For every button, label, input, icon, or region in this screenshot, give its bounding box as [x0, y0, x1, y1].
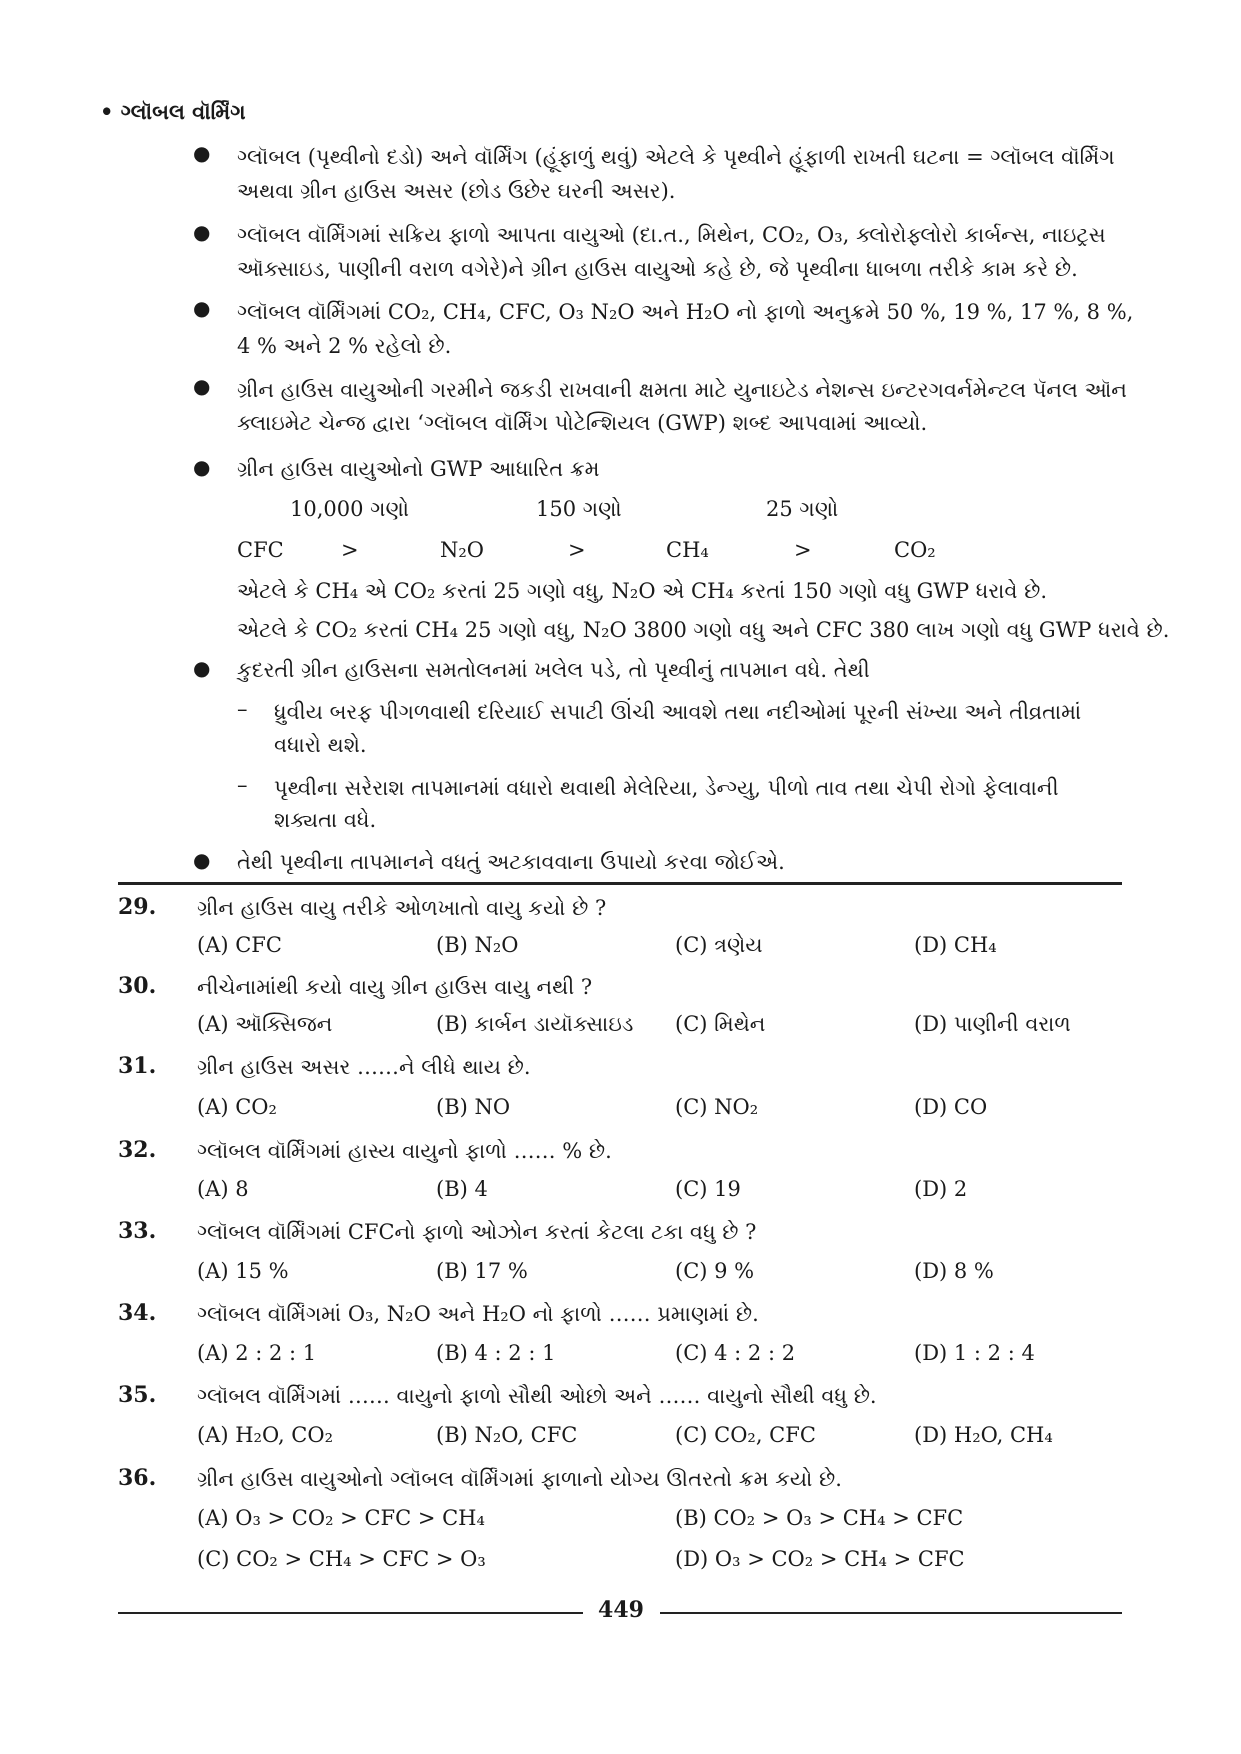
gwp-multiplier: 10,000 ગણો	[290, 497, 410, 521]
option-d: (D) પાણીની વરાળ	[914, 1012, 1071, 1036]
gwp-symbol: >	[794, 538, 812, 562]
gwp-symbol: >	[341, 538, 359, 562]
question-number: 31.	[118, 1053, 157, 1079]
option-d: (D) CO	[914, 1095, 988, 1119]
bullet-7-line-1: તેથી પૃથ્વીના તાપમાનને વધતું અટકાવવાના ઉપાયો કરવા જોઈએ.	[237, 850, 785, 874]
option-c: (C) 9 %	[675, 1259, 755, 1283]
page-number: 449	[598, 1597, 644, 1623]
question-number: 36.	[118, 1465, 157, 1491]
question-text: ગ્લૉબલ વૉર્મિંગમાં …… વાયુનો ફાળો સૌથી ઓછો અને …… વાયુનો સૌથી વધુ છે.	[197, 1384, 877, 1408]
question-text: ગ્રીન હાઉસ અસર ……ને લીધે થાય છે.	[197, 1055, 531, 1079]
gwp-multiplier: 150 ગણો	[536, 497, 622, 521]
option-d: (D) H₂O, CH₄	[914, 1423, 1053, 1447]
bullet-4-line-1: ગ્રીન હાઉસ વાયુઓની ગરમીને જકડી રાખવાની ક્ષમતા માટે યુનાઇટેડ નેશન્સ ઇન્ટરગવર્નમેન્ટલ પૅનલ ઑન	[237, 378, 1127, 402]
bullet-dot: ●	[193, 141, 211, 165]
option-b: (B) CO₂ > O₃ > CH₄ > CFC	[675, 1506, 964, 1530]
question-number: 34.	[118, 1300, 157, 1326]
dash-2-line-1: પૃથ્વીના સરેરાશ તાપમાનમાં વધારો થવાથી મેલેરિયા, ડેન્ગ્યુ, પીળો તાવ તથા ચેપી રોગો ફેલાવાની	[274, 776, 1059, 800]
gwp-explanation-1: એટલે કે CH₄ એ CO₂ કરતાં 25 ગણો વધુ, N₂O એ CH₄ કરતાં 150 ગણો વધુ GWP ધરાવે છે.	[237, 579, 1048, 603]
section-heading: • ગ્લૉબલ વૉર્મિંગ	[100, 99, 246, 124]
bullet-dot: ●	[193, 455, 211, 479]
question-number: 29.	[118, 894, 157, 920]
option-d: (D) 1 : 2 : 4	[914, 1341, 1035, 1365]
option-d: (D) 8 %	[914, 1259, 994, 1283]
option-a: (A) O₃ > CO₂ > CFC > CH₄	[197, 1506, 485, 1530]
bullet-dot: ●	[193, 656, 211, 680]
bullet-dot: ●	[193, 220, 211, 244]
option-d: (D) O₃ > CO₂ > CH₄ > CFC	[675, 1547, 965, 1571]
dash-1-line-1: ધ્રુવીય બરફ પીગળવાથી દરિયાઈ સપાટી ઊંચી આવશે તથા નદીઓમાં પૂરની સંખ્યા અને તીવ્રતામાં	[274, 700, 1082, 724]
option-a: (A) CO₂	[197, 1095, 277, 1119]
option-a: (A) 8	[197, 1177, 249, 1201]
gwp-gas: N₂O	[440, 538, 485, 562]
option-b: (B) 4 : 2 : 1	[436, 1341, 556, 1365]
option-a: (A) H₂O, CO₂	[197, 1423, 333, 1447]
option-c: (C) મિથેન	[675, 1012, 766, 1036]
option-a: (A) CFC	[197, 933, 282, 957]
option-b: (B) કાર્બન ડાયૉક્સાઇડ	[436, 1012, 634, 1036]
dash-2-line-2: શક્યતા વધે.	[274, 808, 377, 832]
bullet-4-line-2: ક્લાઇમેટ ચેન્જ દ્વારા ‘ગ્લૉબલ વૉર્મિંગ પોટેન્શિયલ (GWP) શબ્દ આપવામાં આવ્યો.	[237, 411, 928, 435]
option-b: (B) N₂O	[436, 933, 519, 957]
option-b: (B) 4	[436, 1177, 488, 1201]
option-b: (B) N₂O, CFC	[436, 1423, 578, 1447]
gwp-gas: CFC	[237, 538, 284, 562]
question-number: 32.	[118, 1137, 157, 1163]
option-a: (A) 2 : 2 : 1	[197, 1341, 317, 1365]
option-c: (C) CO₂, CFC	[675, 1423, 816, 1447]
footer-rule-left	[118, 1612, 583, 1614]
bullet-2-line-1: ગ્લૉબલ વૉર્મિંગમાં સક્રિય ફાળો આપતા વાયુઓ (દા.ત., મિથેન, CO₂, O₃, ક્લોરોફ્લોરો કાર્બન્સ, નાઇટ્રસ	[237, 223, 1106, 247]
option-b: (B) NO	[436, 1095, 511, 1119]
question-text: ગ્રીન હાઉસ વાયુઓનો ગ્લૉબલ વૉર્મિંગમાં ફાળાનો યોગ્ય ઊતરતો ક્રમ કયો છે.	[197, 1467, 842, 1491]
option-c: (C) NO₂	[675, 1095, 759, 1119]
question-text: નીચેનામાંથી કયો વાયુ ગ્રીન હાઉસ વાયુ નથી ?	[197, 975, 593, 999]
gwp-multiplier: 25 ગણો	[766, 497, 839, 521]
question-text: ગ્લૉબલ વૉર્મિંગમાં CFCનો ફાળો ઓઝોન કરતાં કેટલા ટકા વધુ છે ?	[197, 1220, 757, 1244]
question-number: 33.	[118, 1218, 157, 1244]
bullet-dot: ●	[193, 374, 211, 398]
bullet-3-line-2: 4 % અને 2 % રહેલો છે.	[237, 334, 452, 358]
gwp-gas: CO₂	[894, 538, 936, 562]
bullet-6-line-1: કુદરતી ગ્રીન હાઉસના સમતોલનમાં ખલેલ પડે, તો પૃથ્વીનું તાપમાન વધે. તેથી	[237, 658, 870, 682]
bullet-1-line-2: અથવા ગ્રીન હાઉસ અસર (છોડ ઉછેર ઘરની અસર).	[237, 179, 676, 203]
option-d: (D) 2	[914, 1177, 968, 1201]
bullet-5-line-1: ગ્રીન હાઉસ વાયુઓનો GWP આધારિત ક્રમ	[237, 457, 600, 481]
section-divider	[118, 882, 1122, 885]
bullet-3-line-1: ગ્લૉબલ વૉર્મિંગમાં CO₂, CH₄, CFC, O₃ N₂O અને H₂O નો ફાળો અનુક્રમે 50 %, 19 %, 17 %, 8 %,	[237, 300, 1134, 324]
option-a: (A) ઑક્સિજન	[197, 1012, 333, 1036]
footer-rule-right	[660, 1612, 1122, 1614]
gwp-gas: CH₄	[666, 538, 709, 562]
question-text: ગ્રીન હાઉસ વાયુ તરીકે ઓળખાતો વાયુ કયો છે ?	[197, 896, 607, 920]
question-text: ગ્લૉબલ વૉર્મિંગમાં O₃, N₂O અને H₂O નો ફાળો …… પ્રમાણમાં છે.	[197, 1302, 759, 1326]
option-a: (A) 15 %	[197, 1259, 289, 1283]
option-c: (C) CO₂ > CH₄ > CFC > O₃	[197, 1547, 486, 1571]
bullet-2-line-2: ઑક્સાઇડ, પાણીની વરાળ વગેરે)ને ગ્રીન હાઉસ વાયુઓ કહે છે, જે પૃથ્વીના ધાબળા તરીકે કામ કરે છે.	[237, 257, 1078, 281]
bullet-dot: ●	[193, 848, 211, 872]
bullet-dot: ●	[193, 296, 211, 320]
dash-1-line-2: વધારો થશે.	[274, 733, 367, 757]
question-text: ગ્લૉબલ વૉર્મિંગમાં હાસ્ય વાયુનો ફાળો …… % છે.	[197, 1139, 612, 1163]
gwp-symbol: >	[568, 538, 586, 562]
dash-marker: –	[237, 773, 248, 797]
option-b: (B) 17 %	[436, 1259, 528, 1283]
dash-marker: –	[237, 697, 248, 721]
option-c: (C) 4 : 2 : 2	[675, 1341, 796, 1365]
bullet-1-line-1: ગ્લૉબલ (પૃથ્વીનો દડો) અને વૉર્મિંગ (હૂંફાળું થવું) એટલે કે પૃથ્વીને હૂંફાળી રાખતી ઘટના = ગ્લૉબલ વૉર્મિંગ	[237, 145, 1115, 169]
question-number: 35.	[118, 1382, 157, 1408]
question-number: 30.	[118, 973, 157, 999]
option-c: (C) 19	[675, 1177, 741, 1201]
option-d: (D) CH₄	[914, 933, 997, 957]
gwp-explanation-2: એટલે કે CO₂ કરતાં CH₄ 25 ગણો વધુ, N₂O 3800 ગણો વધુ અને CFC 380 લાખ ગણો વધુ GWP ધરાવે છે.	[237, 618, 1170, 642]
option-c: (C) ત્રણેય	[675, 933, 763, 957]
